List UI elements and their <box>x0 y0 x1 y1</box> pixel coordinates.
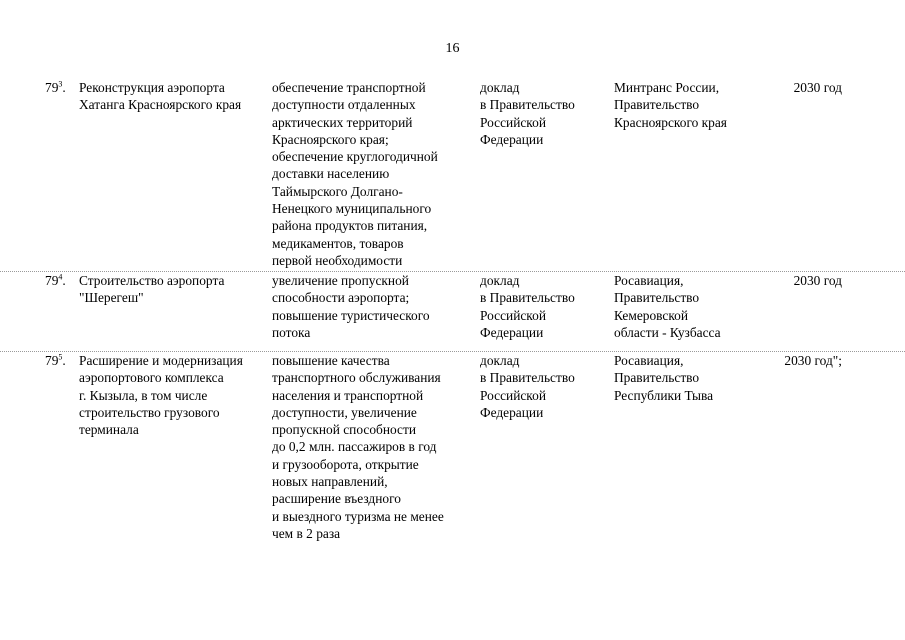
deadline: 2030 год <box>793 273 842 288</box>
deadline: 2030 год <box>793 80 842 95</box>
completion-document: доклад в Правительство Российской Федерации <box>480 80 575 147</box>
measure-goal: увеличение пропускной способности аэропорта; повышение туристического потока <box>272 273 430 340</box>
row-number: $79^3$. <box>45 79 66 95</box>
measure-name: Расширение и модернизация аэропортового комплекса г. Кызыла, в том числе строительство грузового терминала <box>79 353 243 438</box>
measure-name: Реконструкция аэропорта Хатанга Красноярского края <box>79 80 242 113</box>
responsible-bodies: Росавиация, Правительство Республики Тыва <box>614 353 714 403</box>
measures-table <box>0 79 905 547</box>
row-number: $79^5$. <box>45 352 66 368</box>
table-row <box>0 79 905 267</box>
deadline: 2030 год"; <box>784 353 842 368</box>
completion-document: доклад в Правительство Российской Федерации <box>480 273 575 340</box>
responsible-bodies: Минтранс России, Правительство Красноярского края <box>614 80 727 130</box>
responsible-bodies: Росавиация, Правительство Кемеровской области - Кузбасса <box>614 273 721 340</box>
row-number: $79^4$. <box>45 272 66 288</box>
measure-name: Строительство аэропорта "Шерегеш" <box>79 273 225 306</box>
page-number: 16 <box>445 41 460 56</box>
measure-goal: повышение качества транспортного обслуживания населения и транспортной доступности, увеличение пропускной способности до 0,2 млн. пассажиров в год и грузооборота, открытие новых направлений, расширение въездного и выездного туризма не менее чем в 2 раза <box>272 353 444 541</box>
table-row <box>0 271 905 347</box>
measure-goal: обеспечение транспортной доступности отдаленных арктических территорий Красноярского края; обеспечение круглогодичной доставки населению Таймырского Долгано- Ненецкого муниципального района продуктов питания, медикаментов, товаров первой необходимости <box>272 80 438 268</box>
table-row <box>0 351 905 547</box>
completion-document: доклад в Правительство Российской Федерации <box>480 353 575 420</box>
